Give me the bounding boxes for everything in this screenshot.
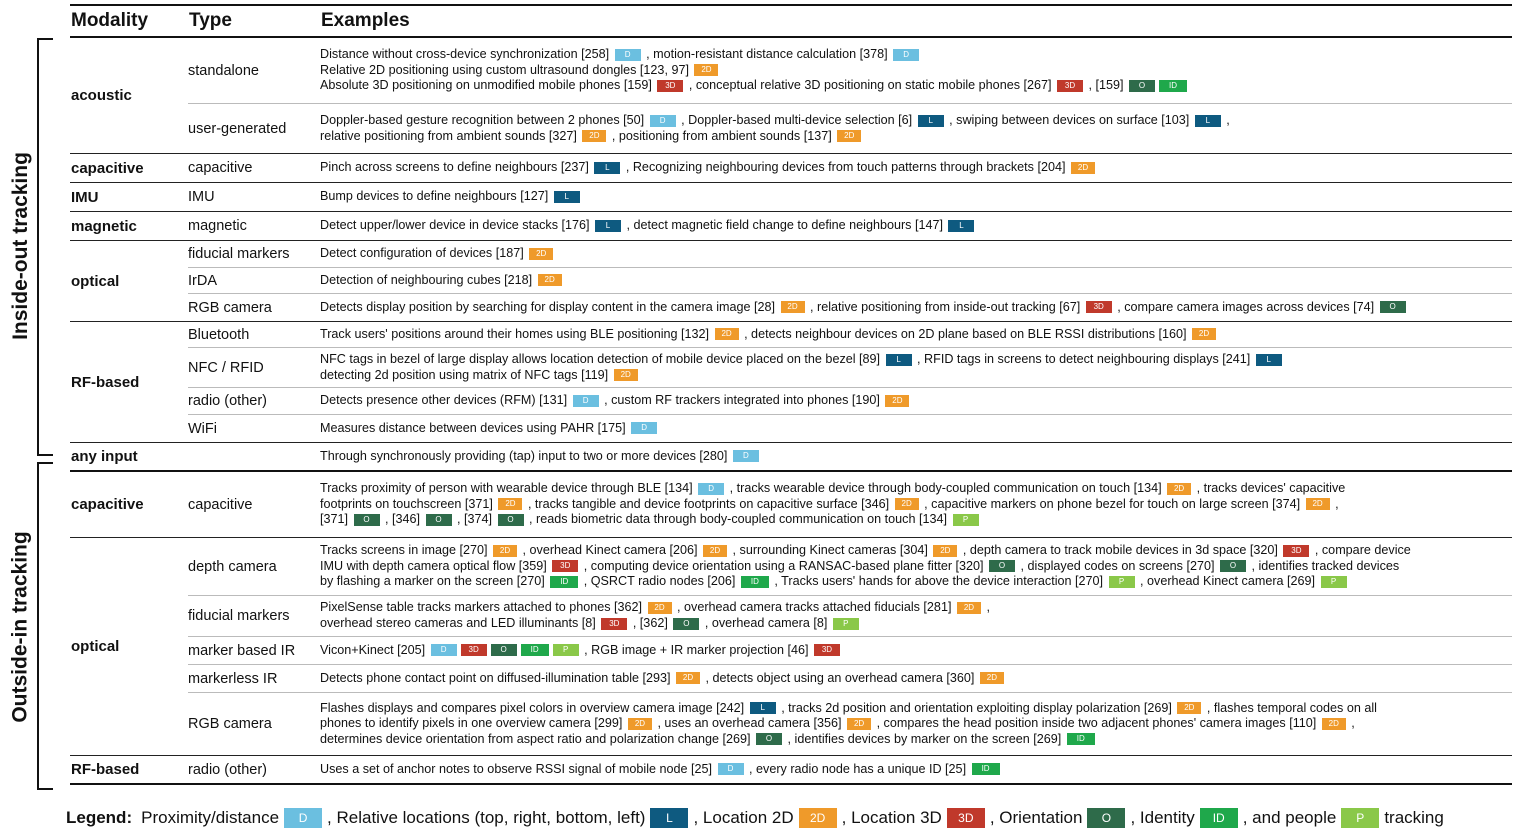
tag-3d: 3D <box>1283 545 1309 557</box>
example-text: , identifies devices by marker on the screen [269] <box>787 731 1062 746</box>
table-row <box>188 637 1512 665</box>
type-cell: Bluetooth <box>188 326 250 343</box>
tag-3d: 3D <box>461 644 487 656</box>
tag-d: D <box>718 763 744 775</box>
table-row <box>188 693 1512 755</box>
tag-o: O <box>1380 301 1406 313</box>
tag-p: P <box>833 618 859 630</box>
tag-2d: 2D <box>694 64 718 76</box>
example-line <box>320 300 1512 316</box>
type-cell: IrDA <box>188 272 217 289</box>
example-line <box>320 63 1512 79</box>
example-text: , tracks wearable device through body-coupled communication on touch [134] <box>729 481 1162 496</box>
example-text: , swiping between devices on surface [103] <box>949 112 1190 127</box>
tag-d: D <box>284 808 322 828</box>
example-line <box>320 352 1512 368</box>
table-row <box>188 104 1512 153</box>
table-row <box>188 472 1512 537</box>
example-line <box>320 47 1512 63</box>
type-rows <box>188 538 1512 755</box>
example-line <box>320 497 1512 513</box>
header-modality: Modality <box>71 10 149 31</box>
example-line <box>320 78 1512 94</box>
example-text: , custom RF trackers integrated into phones [190] <box>604 393 880 408</box>
tag-2d: 2D <box>628 718 652 730</box>
tag-2d: 2D <box>614 369 638 381</box>
tag-3d: 3D <box>601 618 627 630</box>
tag-id: ID <box>1159 80 1187 92</box>
examples-cell <box>320 642 1512 660</box>
inside-out-bracket <box>37 38 53 456</box>
legend-text: , Identity <box>1130 808 1195 827</box>
example-text: Relative 2D positioning using custom ultrasound dongles [123, 97] <box>320 62 689 77</box>
example-text: Flashes displays and compares pixel colors in overview camera image [242] <box>320 700 745 715</box>
tag-o: O <box>989 560 1015 572</box>
tag-d: D <box>631 422 657 434</box>
modality-label: capacitive <box>71 496 144 513</box>
example-line <box>320 273 1512 289</box>
legend-text: , Location 3D <box>841 808 942 827</box>
example-text: , uses an overhead camera [356] <box>657 716 842 731</box>
example-text: , overhead camera [8] <box>704 616 828 630</box>
example-text: , tracks devices' capacitive <box>1196 481 1346 496</box>
example-text: , motion-resistant distance calculation [378] <box>646 47 888 62</box>
example-text: , flashes temporal codes on all <box>1206 700 1377 715</box>
example-text: , [346] <box>385 512 421 527</box>
examples-cell <box>320 542 1512 591</box>
example-text: Tracks screens in image [270] <box>320 543 488 558</box>
example-text: , Doppler-based multi-device selection [6] <box>681 112 913 127</box>
example-text: by flashing a marker on the screen [270] <box>320 574 545 589</box>
table-row <box>188 348 1512 388</box>
tag-2d: 2D <box>1192 328 1216 340</box>
tag-l: L <box>1256 354 1282 366</box>
type-rows <box>188 443 1512 470</box>
tag-l: L <box>918 115 944 127</box>
tag-d: D <box>615 49 641 61</box>
tag-o: O <box>426 514 452 526</box>
header-examples: Examples <box>321 10 410 31</box>
legend-text: , and people <box>1242 808 1337 827</box>
modality-group <box>70 241 1512 322</box>
tag-o: O <box>354 514 380 526</box>
example-line <box>320 762 1512 778</box>
examples-cell <box>320 272 1512 290</box>
tag-2d: 2D <box>529 248 553 260</box>
example-text: Pinch across screens to define neighbours [237] <box>320 160 589 175</box>
modality-label: RF-based <box>71 761 140 778</box>
tag-2d: 2D <box>498 498 522 510</box>
tag-p: P <box>1109 576 1135 588</box>
tag-id: ID <box>1200 808 1238 828</box>
example-text: , relative positioning from inside-out tracking [67] <box>810 299 1081 314</box>
examples-cell <box>320 46 1512 95</box>
examples-cell <box>320 700 1512 749</box>
example-text: Detects presence other devices (RFM) [131] <box>320 393 568 408</box>
example-text: Through synchronously providing (tap) input to two or more devices [280] <box>320 448 728 463</box>
example-text: , overhead Kinect camera [269] <box>1140 574 1316 589</box>
example-line <box>320 732 1512 748</box>
type-cell: marker based IR <box>188 642 296 659</box>
examples-cell <box>320 392 1512 410</box>
tag-l: L <box>650 808 688 828</box>
example-text: , surrounding Kinect cameras [304] <box>732 543 928 558</box>
examples-cell <box>320 448 1512 466</box>
example-line <box>320 701 1512 717</box>
tag-l: L <box>554 191 580 203</box>
example-text: , <box>1351 716 1355 731</box>
table-row <box>188 212 1512 240</box>
tag-2d: 2D <box>885 395 909 407</box>
example-text: , <box>986 600 990 615</box>
tag-2d: 2D <box>1167 483 1191 495</box>
type-rows <box>188 183 1512 211</box>
tag-p: P <box>953 514 979 526</box>
legend-label: Legend: <box>66 808 133 827</box>
tag-2d: 2D <box>980 672 1004 684</box>
type-cell: markerless IR <box>188 670 278 687</box>
legend-text: Proximity/distance <box>141 808 280 827</box>
example-text: , detects neighbour devices on 2D plane based on BLE RSSI distributions [160] <box>744 326 1187 341</box>
example-line <box>320 449 1512 465</box>
example-text: , <box>1226 112 1230 127</box>
example-text: Measures distance between devices using PAHR [175] <box>320 420 626 435</box>
example-text: , reads biometric data through body-coupled communication on touch [134] <box>529 512 947 527</box>
modality-group <box>70 538 1512 756</box>
examples-cell <box>320 245 1512 263</box>
tag-2d: 2D <box>648 602 672 614</box>
modality-group <box>70 38 1512 154</box>
type-cell: depth camera <box>188 558 277 575</box>
legend <box>66 808 1444 828</box>
example-text: , Tracks users' hands for above the device interaction [270] <box>774 574 1104 589</box>
tag-id: ID <box>550 576 578 588</box>
example-line <box>320 189 1512 205</box>
table-row <box>188 443 1512 470</box>
example-text: Doppler-based gesture recognition between 2 phones [50] <box>320 112 645 127</box>
example-text: PixelSense table tracks markers attached to phones [362] <box>320 600 643 615</box>
modality-label: any input <box>71 448 138 465</box>
tag-2d: 2D <box>799 808 837 828</box>
tag-d: D <box>698 483 724 495</box>
modality-group <box>70 443 1512 472</box>
tag-id: ID <box>1067 733 1095 745</box>
example-text: , positioning from ambient sounds [137] <box>611 128 832 143</box>
example-text: , RFID tags in screens to detect neighbouring displays [241] <box>917 351 1251 366</box>
example-text: determines device orientation from aspect ratio and polarization change [269] <box>320 731 751 746</box>
example-text: Detects display position by searching for display content in the camera image [28] <box>320 299 776 314</box>
example-text: IMU with depth camera optical flow [359] <box>320 558 547 573</box>
example-line <box>320 574 1512 590</box>
type-cell: capacitive <box>188 496 253 513</box>
example-line <box>320 218 1512 234</box>
tag-2d: 2D <box>1306 498 1330 510</box>
tag-2d: 2D <box>493 545 517 557</box>
example-line <box>320 113 1512 129</box>
tag-l: L <box>594 162 620 174</box>
example-text: , [159] <box>1088 78 1124 93</box>
table-row <box>188 294 1512 321</box>
modality-group <box>70 183 1512 212</box>
table-row <box>188 756 1512 783</box>
tag-3d: 3D <box>947 808 985 828</box>
modality-group <box>70 154 1512 183</box>
example-line <box>320 543 1512 559</box>
example-text: overhead stereo cameras and LED illuminants [8] <box>320 616 596 630</box>
tag-o: O <box>1129 80 1155 92</box>
legend-text: , Orientation <box>989 808 1083 827</box>
example-line <box>320 246 1512 262</box>
tag-d: D <box>431 644 457 656</box>
tag-2d: 2D <box>1322 718 1346 730</box>
example-text: Detect upper/lower device in device stacks [176] <box>320 218 590 233</box>
table-row <box>188 183 1512 211</box>
tag-d: D <box>893 49 919 61</box>
example-text: , computing device orientation using a RANSAC-based plane fitter [320] <box>583 558 984 573</box>
example-text: , RGB image + IR marker projection [46] <box>584 642 809 657</box>
tag-d: D <box>733 450 759 462</box>
tag-2d: 2D <box>837 130 861 142</box>
type-rows <box>188 322 1512 442</box>
example-text: Track users' positions around their homes using BLE positioning [132] <box>320 326 710 341</box>
example-text: , identifies tracked devices <box>1251 558 1400 573</box>
example-text: , compares the head position inside two adjacent phones' camera images [110] <box>876 716 1317 731</box>
example-text: , compare camera images across devices [74] <box>1117 299 1375 314</box>
example-line <box>320 481 1512 497</box>
header-type: Type <box>189 10 232 31</box>
tag-p: P <box>1321 576 1347 588</box>
examples-cell <box>320 599 1512 632</box>
type-cell: fiducial markers <box>188 246 290 262</box>
tag-3d: 3D <box>1086 301 1112 313</box>
table-row <box>188 154 1512 182</box>
example-text: NFC tags in bezel of large display allows location detection of mobile device placed on the bezel [89] <box>320 351 881 366</box>
example-line <box>320 616 1512 632</box>
type-cell: IMU <box>188 189 215 205</box>
tag-2d: 2D <box>1071 162 1095 174</box>
tag-o: O <box>491 644 517 656</box>
type-cell: RGB camera <box>188 299 272 316</box>
table-row <box>188 322 1512 348</box>
example-text: Detect configuration of devices [187] <box>320 246 524 261</box>
example-text: , <box>1335 496 1339 511</box>
table-header <box>70 6 1512 38</box>
modality-group <box>70 322 1512 443</box>
modality-label: RF-based <box>71 373 140 391</box>
table-row <box>188 38 1512 104</box>
tag-o: O <box>498 514 524 526</box>
examples-cell <box>320 351 1512 384</box>
example-line <box>320 327 1512 343</box>
example-text: footprints on touchscreen [371] <box>320 496 493 511</box>
tag-d: D <box>650 115 676 127</box>
tag-o: O <box>673 618 699 630</box>
tag-2d: 2D <box>538 274 562 286</box>
example-text: , Recognizing neighbouring devices from touch patterns through brackets [204] <box>625 160 1066 175</box>
example-text: Absolute 3D positioning on unmodified mobile phones [159] <box>320 78 652 93</box>
tag-p: P <box>553 644 579 656</box>
example-text: Detection of neighbouring cubes [218] <box>320 272 533 287</box>
example-text: , displayed codes on screens [270] <box>1020 558 1215 573</box>
example-text: Tracks proximity of person with wearable device through BLE [134] <box>320 481 693 496</box>
example-line <box>320 643 1512 659</box>
type-rows <box>188 38 1512 153</box>
tag-2d: 2D <box>582 130 606 142</box>
type-cell: user-generated <box>188 120 287 137</box>
examples-cell <box>320 112 1512 145</box>
tag-2d: 2D <box>1177 702 1201 714</box>
type-cell: magnetic <box>188 218 247 234</box>
example-line <box>320 512 1512 528</box>
examples-cell <box>320 217 1512 235</box>
type-cell: capacitive <box>188 160 253 176</box>
type-cell: WiFi <box>188 420 217 437</box>
type-cell: fiducial markers <box>188 608 290 624</box>
examples-cell <box>320 480 1512 529</box>
tag-l: L <box>886 354 912 366</box>
tag-2d: 2D <box>933 545 957 557</box>
legend-text: , Location 2D <box>693 808 794 827</box>
table-body <box>70 38 1512 785</box>
tag-3d: 3D <box>814 644 840 656</box>
example-text: detecting 2d position using matrix of NFC tags [119] <box>320 367 609 382</box>
type-rows <box>188 472 1512 537</box>
example-line <box>320 129 1512 145</box>
type-rows <box>188 212 1512 240</box>
type-rows <box>188 154 1512 182</box>
examples-cell <box>320 420 1512 438</box>
tag-l: L <box>1195 115 1221 127</box>
example-text: , [362] <box>632 616 668 630</box>
modality-label: optical <box>71 272 120 290</box>
modality-group <box>70 756 1512 785</box>
example-text: , overhead Kinect camera [206] <box>522 543 698 558</box>
modality-label: acoustic <box>71 87 132 104</box>
example-line <box>320 393 1512 409</box>
tag-2d: 2D <box>847 718 871 730</box>
tag-d: D <box>573 395 599 407</box>
table-row <box>188 665 1512 693</box>
example-text: Bump devices to define neighbours [127] <box>320 189 549 204</box>
examples-cell <box>320 761 1512 779</box>
example-text: , depth camera to track mobile devices in 3d space [320] <box>962 543 1278 558</box>
table-row <box>188 596 1512 637</box>
table-row <box>188 415 1512 442</box>
example-line <box>320 160 1512 176</box>
tag-2d: 2D <box>895 498 919 510</box>
example-text: , conceptual relative 3D positioning on static mobile phones [267] <box>688 78 1052 93</box>
example-text: , QSRCT radio nodes [206] <box>583 574 736 589</box>
example-text: relative positioning from ambient sounds [327] <box>320 128 577 143</box>
type-cell: NFC / RFID <box>188 359 264 376</box>
examples-cell <box>320 670 1512 688</box>
tag-l: L <box>948 220 974 232</box>
examples-cell <box>320 159 1512 177</box>
examples-cell <box>320 188 1512 206</box>
type-rows <box>188 241 1512 321</box>
table-row <box>188 538 1512 596</box>
tag-3d: 3D <box>1057 80 1083 92</box>
tag-2d: 2D <box>676 672 700 684</box>
table-row <box>188 241 1512 268</box>
example-text: Distance without cross-device synchronization [258] <box>320 47 610 62</box>
modality-label: IMU <box>71 188 99 206</box>
type-cell: RGB camera <box>188 716 272 732</box>
tag-2d: 2D <box>781 301 805 313</box>
tracking-table <box>70 4 1512 785</box>
example-line <box>320 600 1512 616</box>
example-line <box>320 671 1512 687</box>
outside-in-bracket <box>37 462 53 790</box>
example-text: , every radio node has a unique ID [25] <box>749 761 967 776</box>
tag-o: O <box>756 733 782 745</box>
type-cell: radio (other) <box>188 393 267 409</box>
modality-label: capacitive <box>71 159 144 177</box>
tag-p: P <box>1341 808 1379 828</box>
example-line <box>320 559 1512 575</box>
table-row <box>188 388 1512 415</box>
tag-id: ID <box>521 644 549 656</box>
example-text: , [374] <box>457 512 493 527</box>
type-cell: standalone <box>188 62 259 79</box>
modality-label: magnetic <box>71 217 137 235</box>
example-text: Vicon+Kinect [205] <box>320 642 426 657</box>
tag-2d: 2D <box>703 545 727 557</box>
tag-3d: 3D <box>552 560 578 572</box>
tag-o: O <box>1220 560 1246 572</box>
example-text: phones to identify pixels in one overview camera [299] <box>320 716 623 731</box>
example-text: , compare device <box>1314 543 1411 558</box>
tag-l: L <box>750 702 776 714</box>
examples-cell <box>320 299 1512 317</box>
tag-2d: 2D <box>957 602 981 614</box>
modality-group <box>70 212 1512 241</box>
modality-label: optical <box>71 638 120 655</box>
table-row <box>188 268 1512 294</box>
legend-text: , Relative locations (top, right, bottom, left) <box>327 808 646 827</box>
type-rows <box>188 756 1512 783</box>
type-cell: radio (other) <box>188 761 267 778</box>
tag-id: ID <box>972 763 1000 775</box>
tag-2d: 2D <box>715 328 739 340</box>
outside-in-label: Outside-in tracking <box>9 531 33 723</box>
example-text: , tracks tangible and device footprints on capacitive surface [346] <box>527 496 890 511</box>
inside-out-label: Inside-out tracking <box>9 152 33 340</box>
example-line <box>320 716 1512 732</box>
tag-3d: 3D <box>657 80 683 92</box>
example-text: , detects object using an overhead camera [360] <box>705 670 975 685</box>
examples-cell <box>320 326 1512 344</box>
example-text: [371] <box>320 512 349 527</box>
example-text: , tracks 2d position and orientation exploiting display polarization [269] <box>781 700 1172 715</box>
example-text: Detects phone contact point on diffused-illumination table [293] <box>320 670 671 685</box>
example-text: , overhead camera tracks attached fiducials [281] <box>677 600 952 615</box>
legend-tail: tracking <box>1384 808 1444 827</box>
modality-group <box>70 472 1512 538</box>
example-text: , detect magnetic field change to define neighbours [147] <box>626 218 943 233</box>
example-text: Uses a set of anchor notes to observe RSSI signal of mobile node [25] <box>320 761 713 776</box>
tag-id: ID <box>741 576 769 588</box>
example-text: , capacitive markers on phone bezel for touch on large screen [374] <box>924 496 1301 511</box>
example-line <box>320 368 1512 384</box>
tag-o: O <box>1087 808 1125 828</box>
example-line <box>320 421 1512 437</box>
tag-l: L <box>595 220 621 232</box>
